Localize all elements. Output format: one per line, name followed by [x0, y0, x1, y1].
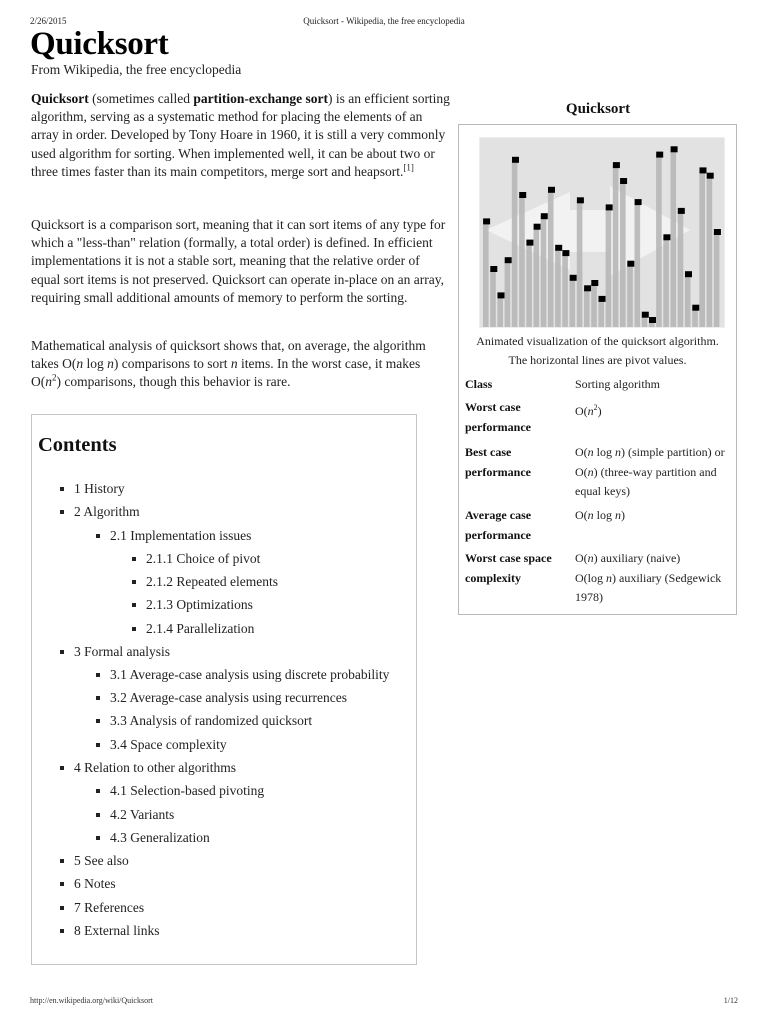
- value-marker: [584, 285, 591, 291]
- toc-link[interactable]: 2.1.2 Repeated elements: [146, 574, 278, 589]
- row-value: O(n) auxiliary (naive) O(log n) auxiliary (Sedgewick 1978): [575, 551, 722, 604]
- toc-link[interactable]: 1 History: [74, 481, 125, 496]
- toc-link[interactable]: 4.1 Selection-based pivoting: [110, 783, 265, 798]
- bar: [671, 149, 677, 327]
- value-marker: [505, 257, 512, 263]
- value-marker: [700, 167, 707, 173]
- toc-item[interactable]: [60, 481, 125, 497]
- intro-paragraph-3: Mathematical analysis of quicksort shows that, on average, the algorithm takes O(n log n) comparisons to sort n items. In the worst case, it makes $O(n^2)$ comparisons, though this behavior is rare.: [31, 338, 426, 390]
- intro-paragraph-2: Quicksort is a comparison sort, meaning that it can sort items of any type for which a "less-than" relation (formally, a total order) is defined. In efficient implementations it is not a stable sort, meaning that the relative order of equal sort items is not preserved. Quicksort can operate in-place on an array, requiring small additional amounts of memory to perform the sorting.: [31, 217, 446, 305]
- value-marker: [548, 187, 555, 193]
- bar: [555, 248, 561, 327]
- bar: [627, 264, 633, 327]
- bullet-icon: [60, 766, 64, 770]
- bar: [584, 288, 590, 327]
- bar-chart: [480, 138, 724, 327]
- bar: [613, 165, 619, 327]
- value-marker: [483, 218, 490, 224]
- bar: [526, 243, 532, 327]
- row-label: Average case performance: [465, 508, 532, 542]
- toc-link[interactable]: 3.3 Analysis of randomized quicksort: [110, 713, 313, 728]
- bar: [598, 299, 604, 327]
- bar: [577, 200, 583, 327]
- text: (sometimes called: [88, 91, 194, 106]
- bar: [519, 195, 525, 327]
- infobox-caption: Quicksort: [565, 101, 631, 117]
- reference-link[interactable]: [1]: [403, 162, 414, 173]
- bullet-icon: [132, 580, 136, 584]
- value-marker: [512, 157, 519, 163]
- term-alias: partition-exchange sort: [193, 91, 328, 106]
- toc-item[interactable]: [132, 597, 253, 613]
- site-subtitle: From Wikipedia, the free encyclopedia: [31, 62, 242, 77]
- bar: [512, 160, 518, 327]
- bar: [562, 253, 568, 327]
- bar: [620, 181, 626, 327]
- toc-item[interactable]: [60, 644, 170, 660]
- value-marker: [606, 204, 613, 210]
- toc-link[interactable]: 8 External links: [74, 923, 160, 938]
- toc-item[interactable]: [96, 737, 227, 753]
- image-caption: [459, 332, 736, 369]
- toc-item[interactable]: [60, 853, 129, 869]
- text: ) is an efficient sorting algorithm, serving as a systematic method for placing the elements of an array in order. Developed by Tony Hoare in 1960, it is still a very commonly used algorithm for sorting. When implemented well, it can be about two or three times faster than its main competitors, merge sort and heapsort.: [31, 91, 450, 179]
- bar: [699, 170, 705, 327]
- toc-link[interactable]: 3.1 Average-case analysis using discrete probability: [110, 667, 390, 682]
- print-page-title: Quicksort - Wikipedia, the free encyclopedia: [303, 16, 465, 26]
- print-url: http://en.wikipedia.org/wiki/Quicksort: [30, 996, 153, 1005]
- value-marker: [635, 199, 642, 205]
- toc-item[interactable]: [60, 876, 116, 892]
- value-marker: [519, 192, 526, 198]
- bar: [570, 278, 576, 327]
- toc-title: Contents: [38, 434, 117, 456]
- toc-link[interactable]: 3.4 Space complexity: [110, 737, 227, 752]
- toc-link[interactable]: 2.1.1 Choice of pivot: [146, 551, 261, 566]
- bullet-icon: [96, 719, 100, 723]
- toc-item[interactable]: [60, 923, 159, 939]
- bullet-icon: [96, 673, 100, 677]
- toc-item[interactable]: [132, 621, 254, 637]
- toc-item[interactable]: [96, 830, 210, 846]
- row-label: Worst case performance: [465, 400, 531, 434]
- toc-item[interactable]: [96, 528, 251, 544]
- value-marker: [707, 173, 714, 179]
- bar: [678, 211, 684, 327]
- toc-link[interactable]: 4.3 Generalization: [110, 830, 210, 845]
- toc-item[interactable]: [60, 760, 236, 776]
- intro-paragraph-1: [31, 90, 451, 181]
- value-marker: [692, 305, 699, 311]
- value-marker: [591, 280, 598, 286]
- quicksort-animation-image[interactable]: [479, 137, 725, 328]
- bar: [483, 221, 489, 327]
- value-marker: [649, 317, 656, 323]
- bullet-icon: [132, 557, 136, 561]
- toc-item[interactable]: [60, 504, 140, 520]
- value-marker: [570, 275, 577, 281]
- bar: [663, 237, 669, 327]
- value-marker: [526, 240, 533, 246]
- bar: [541, 216, 547, 327]
- bullet-icon: [60, 859, 64, 863]
- bar: [497, 295, 503, 327]
- bullet-icon: [132, 603, 136, 607]
- value-marker: [656, 152, 663, 158]
- row-value: O(n log n): [575, 508, 626, 522]
- bullet-icon: [96, 813, 100, 817]
- bullet-icon: [96, 696, 100, 700]
- toc-link[interactable]: 3.2 Average-case analysis using recurrences: [110, 690, 348, 705]
- value-marker: [498, 292, 505, 298]
- print-date: 2/26/2015: [30, 16, 67, 26]
- toc-link[interactable]: 2.1.4 Parallelization: [146, 621, 255, 636]
- row-value: O(n log n) (simple partition) or O(n) (three-way partition and equal keys): [575, 445, 725, 498]
- toc-item[interactable]: [132, 574, 278, 590]
- value-marker: [620, 178, 627, 184]
- bullet-icon: [60, 882, 64, 886]
- bullet-icon: [60, 650, 64, 654]
- value-marker: [599, 296, 606, 302]
- caption-line-2: The horizontal lines are pivot values.: [508, 352, 687, 367]
- value-marker: [562, 250, 569, 256]
- value-marker: [541, 213, 548, 219]
- bar: [606, 207, 612, 327]
- toc-item[interactable]: [96, 783, 264, 799]
- toc-link[interactable]: 6 Notes: [74, 876, 116, 891]
- bar: [635, 202, 641, 327]
- value-marker: [685, 271, 692, 277]
- row-label: Class: [465, 377, 493, 391]
- bar: [707, 176, 713, 327]
- value-marker: [663, 234, 670, 240]
- toc-item[interactable]: [96, 713, 312, 729]
- value-marker: [577, 197, 584, 203]
- value-marker: [714, 229, 721, 235]
- toc-item[interactable]: [96, 807, 174, 823]
- row-value: $O(n^2)$: [575, 403, 602, 418]
- value-marker: [534, 224, 541, 230]
- toc-link[interactable]: 2.1.3 Optimizations: [146, 597, 253, 612]
- bar: [548, 190, 554, 327]
- toc-link[interactable]: 3 Formal analysis: [74, 644, 170, 659]
- bar: [534, 227, 540, 327]
- toc-item[interactable]: [132, 551, 260, 567]
- bullet-icon: [96, 743, 100, 747]
- bullet-icon: [132, 627, 136, 631]
- term-quicksort: Quicksort: [31, 91, 89, 106]
- bar: [656, 155, 662, 327]
- row-value[interactable]: Sorting algorithm: [575, 377, 660, 391]
- page-title: Quicksort: [30, 26, 169, 62]
- bullet-icon: [96, 534, 100, 538]
- bar: [591, 283, 597, 327]
- row-label: Best case performance: [465, 445, 531, 479]
- bullet-icon: [60, 929, 64, 933]
- bullet-icon: [96, 789, 100, 793]
- bar: [505, 260, 511, 327]
- toc-item[interactable]: [96, 667, 389, 683]
- bar: [490, 269, 496, 327]
- table-of-contents: [31, 414, 417, 965]
- bullet-icon: [60, 906, 64, 910]
- value-marker: [490, 266, 497, 272]
- row-label: Worst case space complexity: [465, 551, 552, 585]
- toc-link[interactable]: 2 Algorithm: [74, 504, 140, 519]
- caption-line-1: Animated visualization of the quicksort algorithm.: [476, 334, 719, 348]
- bullet-icon: [96, 836, 100, 840]
- value-marker: [642, 312, 649, 318]
- toc-link[interactable]: 7 References: [74, 900, 145, 915]
- value-marker: [671, 146, 678, 152]
- toc-link[interactable]: 2.1 Implementation issues: [110, 528, 252, 543]
- toc-link[interactable]: 5 See also: [74, 853, 129, 868]
- print-page-number: 1/12: [723, 996, 738, 1005]
- toc-link[interactable]: 4.2 Variants: [110, 807, 175, 822]
- value-marker: [678, 208, 685, 214]
- bar: [714, 232, 720, 327]
- toc-link[interactable]: 4 Relation to other algorithms: [74, 760, 236, 775]
- bullet-icon: [60, 487, 64, 491]
- toc-item[interactable]: [60, 900, 144, 916]
- infobox: [458, 124, 737, 615]
- toc-item[interactable]: [96, 690, 347, 706]
- value-marker: [627, 261, 634, 267]
- bullet-icon: [60, 510, 64, 514]
- value-marker: [555, 245, 562, 251]
- value-marker: [613, 162, 620, 168]
- bar: [685, 274, 691, 327]
